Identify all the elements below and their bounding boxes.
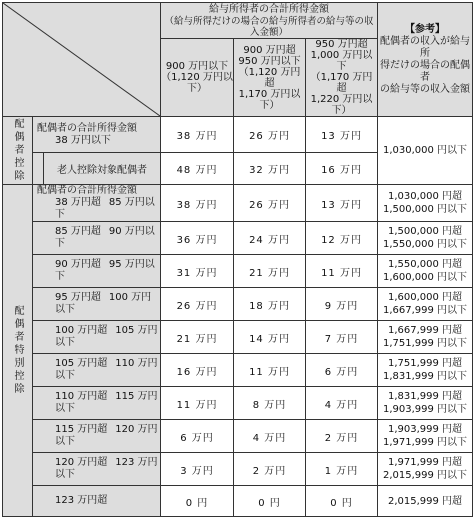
bracket-text: 1,220 万円以下） xyxy=(310,94,373,116)
range-from: 38 万円超 xyxy=(55,197,101,208)
income-header xyxy=(161,3,378,39)
section-special-deduction: 配偶者特別控除 xyxy=(3,185,33,517)
amount-cell: 12 万円 xyxy=(306,222,378,255)
ref-text: 1,550,000 円以下 xyxy=(382,239,468,250)
amount-cell: 7 万円 xyxy=(306,321,378,354)
amount-cell: 16 万円 xyxy=(306,153,378,185)
range-to: 100 万円以下 xyxy=(55,292,152,315)
ref-text: 1,667,999 円超 xyxy=(387,325,463,336)
reference-cell xyxy=(378,321,473,354)
range-label xyxy=(33,453,161,486)
bracket-text: 1,170 万円以下） xyxy=(238,88,301,111)
amount-cell: 24 万円 xyxy=(234,222,306,255)
range-from: 115 万円超 xyxy=(55,424,108,435)
label-text: 配偶者の合計所得金額 xyxy=(37,185,137,196)
diagonal-line xyxy=(3,3,160,116)
range-from: 105 万円超 xyxy=(55,358,108,369)
amount-cell: 9 万円 xyxy=(306,288,378,321)
range-to: 105 万円以下 xyxy=(55,325,158,348)
reference-cell xyxy=(378,486,473,517)
amount-cell: 13 万円 xyxy=(306,185,378,222)
amount-cell: 38 万円 xyxy=(161,117,234,153)
range-label xyxy=(33,321,161,354)
amount-cell: 32 万円 xyxy=(234,153,306,185)
range-to: 120 万円以下 xyxy=(55,424,158,447)
range-to: 110 万円以下 xyxy=(55,358,158,381)
range-from: 110 万円超 xyxy=(55,391,108,402)
ref-text: 1,751,999 円以下 xyxy=(382,338,468,349)
amount-cell: 14 万円 xyxy=(234,321,306,354)
range-from: 120 万円超 xyxy=(55,457,108,468)
amount-cell: 21 万円 xyxy=(161,321,234,354)
amount-cell: 11 万円 xyxy=(161,387,234,420)
range-to: 85 万円以下 xyxy=(55,197,155,220)
amount-cell: 31 万円 xyxy=(161,255,234,288)
amount-cell: 36 万円 xyxy=(161,222,234,255)
indent-cell xyxy=(33,153,44,185)
amount-cell: 4 万円 xyxy=(306,387,378,420)
bracket-text: 1,000 万円以下 xyxy=(310,50,373,72)
range-to: 90 万円以下 xyxy=(55,226,155,249)
range-label xyxy=(33,420,161,453)
ref-text: 1,600,000 円以下 xyxy=(382,272,468,283)
amount-cell: 21 万円 xyxy=(234,255,306,288)
range-label xyxy=(33,255,161,288)
amount-cell: 4 万円 xyxy=(234,420,306,453)
range-from: 123 万円超 xyxy=(55,495,108,506)
ref-text: 2,015,999 円超 xyxy=(387,495,463,507)
label-text: 配偶者の合計所得金額 xyxy=(37,122,137,134)
amount-cell: 48 万円 xyxy=(161,153,234,185)
bracket-text: （1,170 万円超 xyxy=(310,72,373,94)
section-spouse-deduction: 配偶者控除 xyxy=(3,117,33,185)
range-to: 95 万円以下 xyxy=(55,259,155,282)
ref-text: 1,500,000 円以下 xyxy=(382,204,468,215)
ref-text: 1,903,999 円以下 xyxy=(382,404,468,415)
bracket-text: （1,120 万円以下） xyxy=(161,72,233,94)
reference-line: 配偶者の収入が給与所 xyxy=(380,35,471,59)
range-label xyxy=(33,354,161,387)
ref-text: 1,667,999 円以下 xyxy=(382,305,468,316)
amount-cell: 18 万円 xyxy=(234,288,306,321)
ref-text: 1,831,999 円超 xyxy=(387,391,463,402)
bracket-text: 950 万円超 xyxy=(315,39,368,50)
amount-cell: 6 万円 xyxy=(161,420,234,453)
bracket-text: 950 万円以下 xyxy=(238,55,301,67)
amount-cell: 0 円 xyxy=(306,486,378,517)
ref-text: 1,030,000 円超 xyxy=(387,191,463,202)
range-from: 100 万円超 xyxy=(55,325,108,336)
ref-text: 1,600,000 円超 xyxy=(387,292,463,303)
range-label xyxy=(33,185,161,222)
amount-cell: 8 万円 xyxy=(234,387,306,420)
range-label xyxy=(33,288,161,321)
range-from: 95 万円超 xyxy=(55,292,101,303)
reference-cell xyxy=(378,222,473,255)
range-label xyxy=(33,387,161,420)
reference-cell xyxy=(378,453,473,486)
corner-cell xyxy=(3,3,161,117)
amount-cell: 0 円 xyxy=(234,486,306,517)
ref-text: 1,550,000 円超 xyxy=(387,259,463,270)
amount-cell: 11 万円 xyxy=(234,354,306,387)
amount-cell: 0 円 xyxy=(161,486,234,517)
amount-cell: 26 万円 xyxy=(161,288,234,321)
amount-cell: 16 万円 xyxy=(161,354,234,387)
amount-cell: 26 万円 xyxy=(234,185,306,222)
amount-cell: 2 万円 xyxy=(306,420,378,453)
reference-cell xyxy=(378,354,473,387)
reference-cell xyxy=(378,288,473,321)
elderly-spouse-label: 老人控除対象配偶者 xyxy=(44,153,161,185)
range-from: 85 万円超 xyxy=(55,226,101,237)
amount-cell: 2 万円 xyxy=(234,453,306,486)
bracket-header-3 xyxy=(306,39,378,117)
ref-text: 1,500,000 円超 xyxy=(387,226,463,237)
reference-title: 【参考】 xyxy=(405,23,446,35)
reference-cell xyxy=(378,420,473,453)
reference-cell xyxy=(378,185,473,222)
range-label xyxy=(33,486,161,517)
bracket-text: 900 万円超 xyxy=(243,44,296,56)
reference-line: 得だけの場合の配偶者 xyxy=(380,59,471,83)
amount-cell: 38 万円 xyxy=(161,185,234,222)
bracket-header-2 xyxy=(234,39,306,117)
label-text: 38 万円以下 xyxy=(55,134,111,146)
range-to: 115 万円以下 xyxy=(55,391,158,414)
reference-line: の給与等の収入金額 xyxy=(380,83,471,95)
amount-cell: 11 万円 xyxy=(306,255,378,288)
ref-text: 1,903,999 円超 xyxy=(387,424,463,435)
reference-header xyxy=(378,3,473,117)
income-header-subtitle: （給与所得だけの場合の給与所得者の給与等の収入金額） xyxy=(164,16,374,38)
ref-text: 1,751,999 円超 xyxy=(387,358,463,369)
reference-cell: 1,030,000 円以下 xyxy=(378,117,473,185)
spouse-deduction-table xyxy=(2,2,473,517)
ref-text: 2,015,999 円以下 xyxy=(382,470,468,481)
reference-cell xyxy=(378,387,473,420)
range-from: 90 万円超 xyxy=(55,259,101,270)
amount-cell: 13 万円 xyxy=(306,117,378,153)
reference-cell xyxy=(378,255,473,288)
amount-cell: 1 万円 xyxy=(306,453,378,486)
ref-text: 1,831,999 円以下 xyxy=(382,371,468,382)
amount-cell: 26 万円 xyxy=(234,117,306,153)
range-to: 123 万円以下 xyxy=(55,457,158,480)
ref-text: 1,971,999 円超 xyxy=(387,457,463,468)
income-header-title: 給与所得者の合計所得金額 xyxy=(209,4,330,15)
bracket-text: 900 万円以下 xyxy=(165,61,229,72)
bracket-text: （1,120 万円超 xyxy=(238,66,301,89)
amount-cell: 6 万円 xyxy=(306,354,378,387)
ref-text: 1,971,999 円以下 xyxy=(382,437,468,448)
amount-cell: 3 万円 xyxy=(161,453,234,486)
spouse-income-label xyxy=(33,117,161,153)
bracket-header-1 xyxy=(161,39,234,117)
range-label xyxy=(33,222,161,255)
